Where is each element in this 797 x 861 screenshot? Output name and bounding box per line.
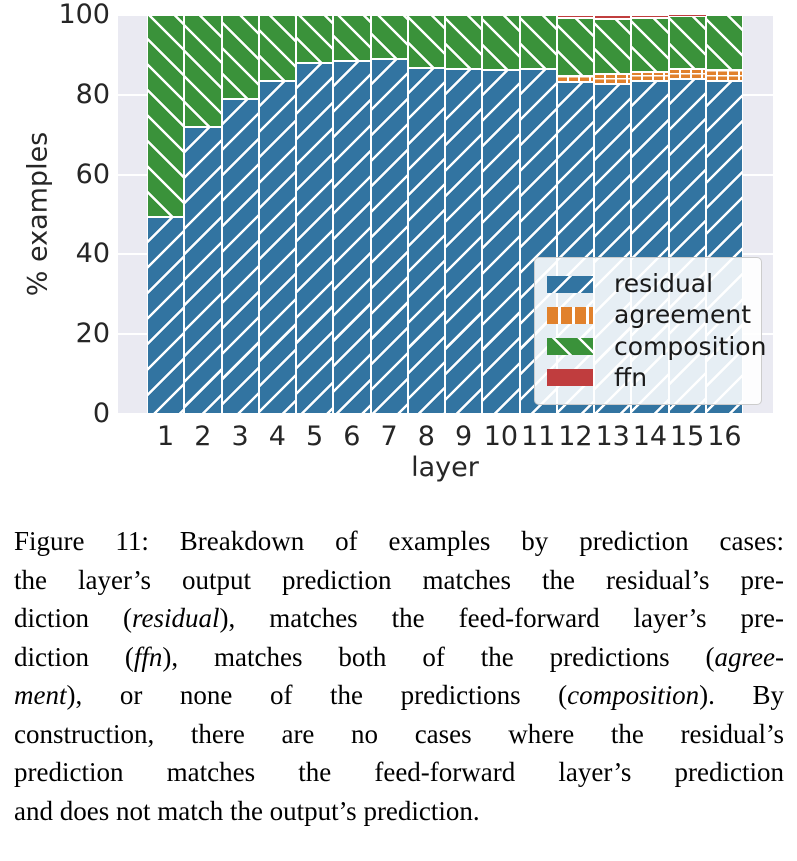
caption-italic-term: composition (567, 680, 700, 710)
bar-segment-composition (408, 15, 445, 68)
legend-swatch-residual (547, 276, 593, 293)
legend-label-residual: residual (614, 269, 714, 298)
caption-text: the layer’s output prediction matches the residual’s pre- (14, 564, 784, 595)
x-tick-label-6: 6 (343, 421, 361, 452)
legend-label-agreement: agreement (614, 300, 752, 330)
bar-segment-residual (184, 127, 221, 414)
bar-layer-5 (296, 15, 333, 414)
figure-caption (14, 522, 784, 830)
bar-segment-residual (222, 99, 259, 414)
bar-layer-10 (482, 15, 519, 414)
bar-segment-composition (557, 18, 594, 75)
legend-swatch-ffn (547, 369, 593, 386)
caption-italic-term: ment (14, 680, 67, 710)
x-tick-label-13: 13 (595, 421, 630, 452)
plot-area (118, 15, 773, 414)
legend-swatch-agreement (547, 307, 593, 324)
x-tick-label-10: 10 (483, 421, 519, 452)
caption-text: ), matches both of the predictions ( (162, 641, 715, 672)
bar-segment-agreement (669, 69, 706, 79)
caption-text: ), or none of the predictions ( (66, 680, 568, 710)
bar-segment-residual (296, 63, 333, 414)
legend-label-ffn: ffn (614, 362, 648, 392)
caption-line (14, 676, 784, 715)
bar-segment-composition (594, 19, 631, 74)
x-tick-label-12: 12 (558, 421, 593, 452)
legend-row-ffn (547, 362, 749, 392)
bar-segment-composition (445, 15, 482, 69)
bar-segment-composition (296, 15, 333, 63)
caption-italic-term: agree- (714, 641, 784, 672)
bar-segment-agreement (706, 70, 743, 81)
bar-segment-composition (222, 15, 259, 99)
caption-text: prediction matches the feed-forward layer’s prediction (14, 757, 784, 787)
y-tick-label-20: 20 (75, 318, 110, 350)
legend-swatch-composition (547, 338, 593, 355)
bar-layer-7 (371, 15, 408, 414)
x-tick-label-4: 4 (268, 421, 286, 452)
y-tick-label-80: 80 (75, 78, 110, 110)
bar-segment-composition (669, 16, 706, 69)
bar-layer-1 (147, 15, 184, 414)
caption-text: diction ( (14, 603, 132, 633)
x-axis-ticks (147, 421, 743, 452)
x-tick-label-9: 9 (455, 421, 473, 452)
bar-segment-composition (371, 15, 408, 59)
bar-segment-residual (259, 81, 296, 414)
bar-segment-composition (147, 15, 184, 216)
bar-layer-8 (408, 15, 445, 414)
bar-segment-composition (333, 15, 370, 61)
caption-text: ), matches the feed-forward layer’s pre- (219, 603, 784, 633)
x-tick-label-14: 14 (632, 421, 668, 452)
bar-segment-residual (408, 68, 445, 414)
bar-layer-2 (184, 15, 221, 414)
legend (534, 257, 767, 405)
bar-layer-3 (222, 15, 259, 414)
x-tick-label-1: 1 (157, 421, 175, 452)
x-tick-label-11: 11 (520, 421, 556, 452)
bar-segment-agreement (631, 72, 668, 81)
x-tick-label-8: 8 (417, 421, 435, 452)
bar-segment-composition (259, 15, 296, 81)
caption-text: ). By (699, 680, 785, 710)
bar-layer-6 (333, 15, 370, 414)
caption-line (14, 715, 784, 754)
x-tick-label-16: 16 (707, 421, 742, 452)
y-axis-label: % examples (22, 131, 54, 297)
caption-line (14, 792, 784, 831)
x-tick-label-3: 3 (231, 421, 249, 452)
caption-line (14, 638, 784, 677)
bar-layer-4 (259, 15, 296, 414)
caption-line (14, 561, 784, 600)
bar-segment-composition (184, 15, 221, 127)
bar-segment-composition (631, 18, 668, 72)
y-tick-label-40: 40 (75, 238, 110, 270)
bar-segment-composition (706, 15, 743, 69)
x-axis-label: layer (411, 452, 479, 483)
caption-line (14, 753, 784, 792)
caption-text: construction, there are no cases where the residual’s (14, 718, 784, 749)
y-tick-label-100: 100 (58, 0, 110, 30)
y-tick-label-60: 60 (75, 158, 110, 190)
x-tick-label-5: 5 (306, 421, 324, 452)
legend-row-residual (547, 271, 749, 297)
y-tick-label-0: 0 (92, 398, 110, 429)
legend-label-composition: composition (614, 331, 767, 361)
bar-segment-residual (371, 59, 408, 414)
legend-row-composition (547, 331, 767, 361)
bar-segment-composition (482, 15, 519, 70)
bar-segment-residual (333, 61, 370, 414)
caption-italic-term: ffn (133, 641, 163, 672)
bar-segment-residual (445, 69, 482, 414)
caption-text: diction ( (14, 641, 134, 672)
x-tick-label-7: 7 (380, 421, 398, 452)
legend-row-agreement (547, 300, 752, 330)
x-tick-label-2: 2 (194, 421, 212, 452)
bar-segment-composition (520, 15, 557, 69)
bar-layer-9 (445, 15, 482, 414)
caption-text: and does not match the output’s prediction. (14, 795, 480, 826)
bar-segment-residual (147, 217, 184, 415)
caption-line (14, 522, 784, 561)
caption-line (14, 599, 784, 638)
caption-italic-term: residual (131, 603, 220, 633)
caption-text: Figure 11: Breakdown of examples by prediction cases: (14, 526, 784, 556)
x-tick-label-15: 15 (669, 421, 705, 452)
bar-segment-residual (482, 70, 519, 414)
bar-segment-agreement (594, 74, 631, 84)
